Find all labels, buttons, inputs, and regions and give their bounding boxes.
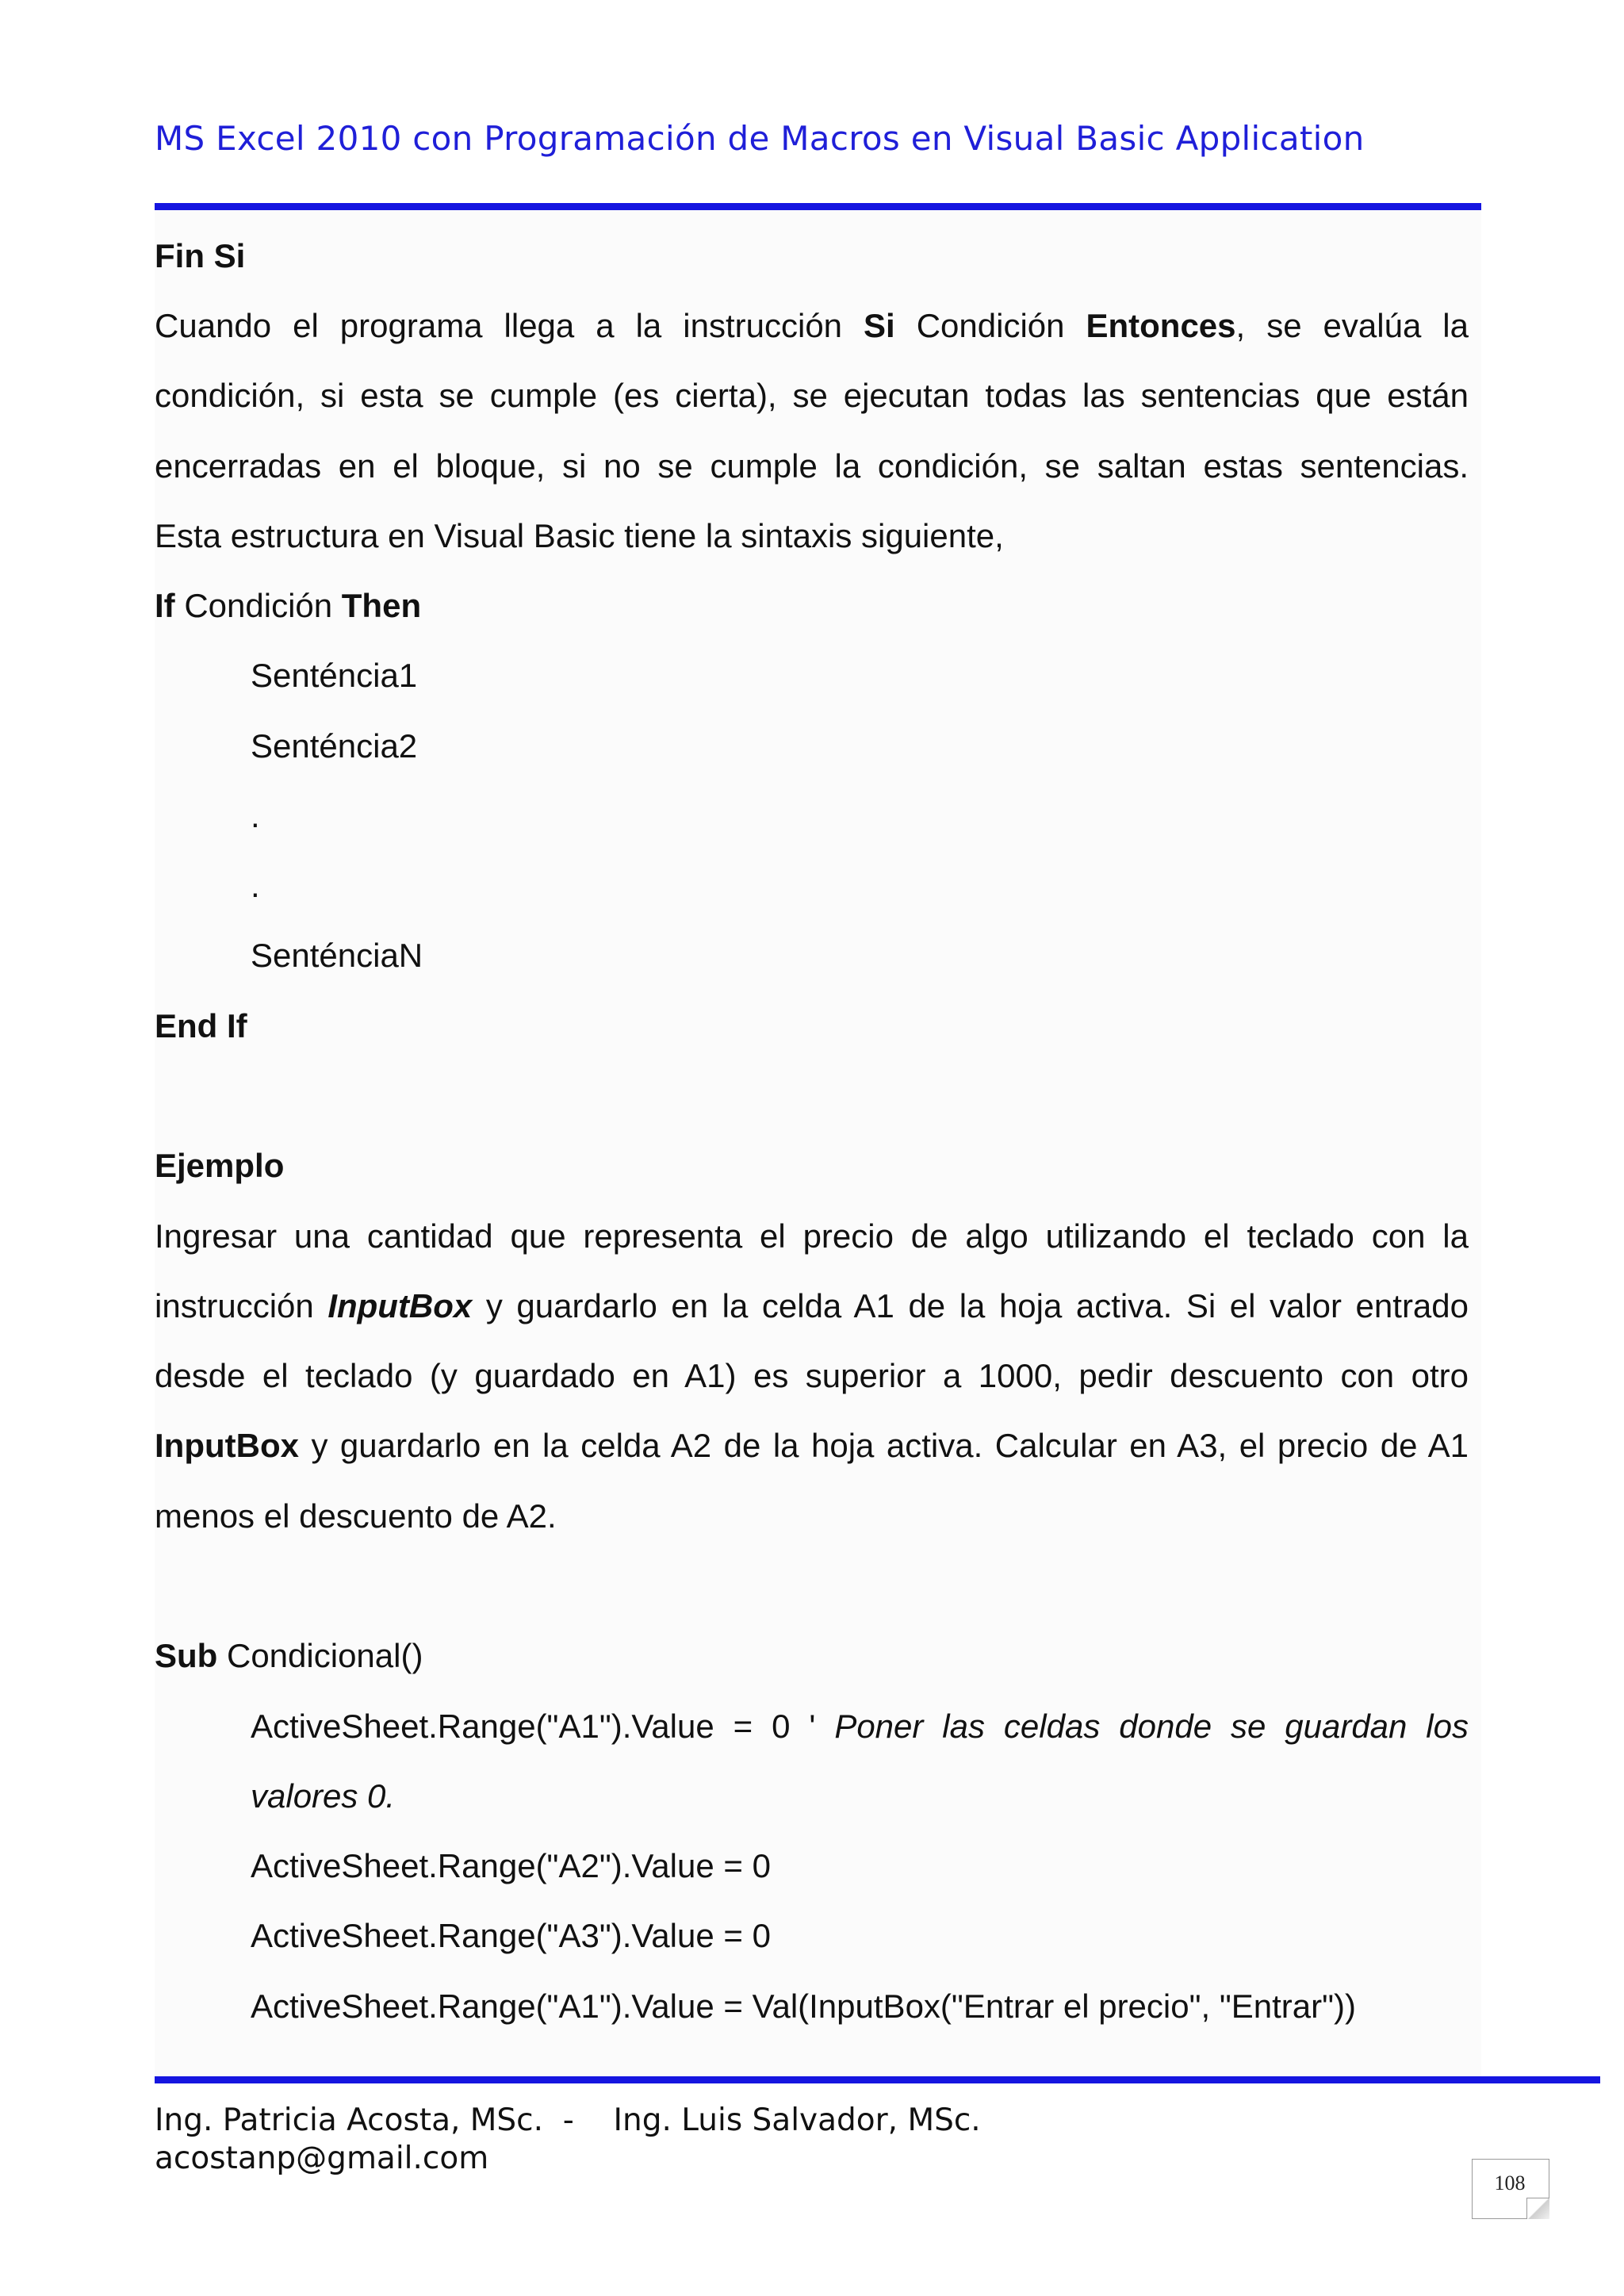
paragraph-line: menos el descuento de A2. [155,1497,557,1535]
keyword-inputbox: InputBox [155,1427,299,1464]
syntax-statement: SenténciaN [251,937,423,974]
keyword-entonces: Entonces [1086,307,1236,344]
code-comment: Poner las celdas donde se guardan los [834,1708,1469,1745]
text-run: y guardarlo en la celda A1 de la hoja activa. Si el valor entrado [472,1287,1469,1324]
paragraph-line [155,1284,1469,1328]
page-fold-icon [1526,2198,1549,2219]
paragraph-line [155,304,1469,348]
paragraph-line [155,1424,1469,1468]
text-run: y guardarlo en la celda A2 de la hoja activa. Calcular en A3, el precio de A1 [298,1427,1469,1464]
syntax-ellipsis: . [251,867,260,904]
code-line [251,1704,1469,1749]
paragraph-line: encerradas en el bloque, si no se cumple la condición, se saltan estas sentencias. [155,447,1469,485]
fin-si-heading: Fin Si [155,237,246,274]
footer-email: acostanp@gmail.com [155,2141,489,2176]
keyword-sub: Sub [155,1637,218,1674]
footer-authors: Ing. Patricia Acosta, MSc. - Ing. Luis Salvador, MSc. [155,2102,981,2138]
text-run: Condicional() [217,1637,423,1674]
syntax-ellipsis: . [251,797,260,834]
code-line: ActiveSheet.Range("A1").Value = Val(InputBox("Entrar el precio", "Entrar")) [251,1987,1357,2025]
page-number: 108 [1494,2171,1526,2194]
text-run: Cuando el programa llega a la instrucción [155,307,864,344]
code-line: ActiveSheet.Range("A2").Value = 0 [251,1847,771,1884]
paragraph-line: Esta estructura en Visual Basic tiene la sintaxis siguiente, [155,517,1004,554]
paragraph-line: Ingresar una cantidad que representa el precio de algo utilizando el teclado con la [155,1217,1469,1255]
syntax-end-if: End If [155,1007,247,1045]
syntax-statement: Senténcia2 [251,727,418,765]
keyword-then: Then [341,587,422,624]
paragraph-line: condición, si esta se cumple (es cierta), se ejecutan todas las sentencias que están [155,377,1469,414]
keyword-si: Si [864,307,895,344]
paragraph-line: desde el teclado (y guardado en A1) es superior a 1000, pedir descuento con otro [155,1357,1469,1394]
text-run: Condición [174,587,342,624]
keyword-inputbox: InputBox [327,1287,473,1324]
ejemplo-heading: Ejemplo [155,1147,285,1184]
code-text: ActiveSheet.Range("A1").Value = 0 ' [251,1708,835,1745]
text-run: Condición [894,307,1086,344]
text-run: , se evalúa la [1235,307,1469,344]
code-comment-cont: valores 0. [251,1777,396,1815]
text-run: instrucción [155,1287,328,1324]
syntax-statement: Senténcia1 [251,657,418,694]
code-line: ActiveSheet.Range("A3").Value = 0 [251,1917,771,1954]
code-sub-line [155,1634,423,1678]
page-header-title: MS Excel 2010 con Programación de Macros en Visual Basic Application [155,119,1365,158]
keyword-if: If [155,587,175,624]
syntax-if-line [155,584,421,628]
header-rule [155,203,1481,210]
footer-rule [155,2076,1600,2083]
